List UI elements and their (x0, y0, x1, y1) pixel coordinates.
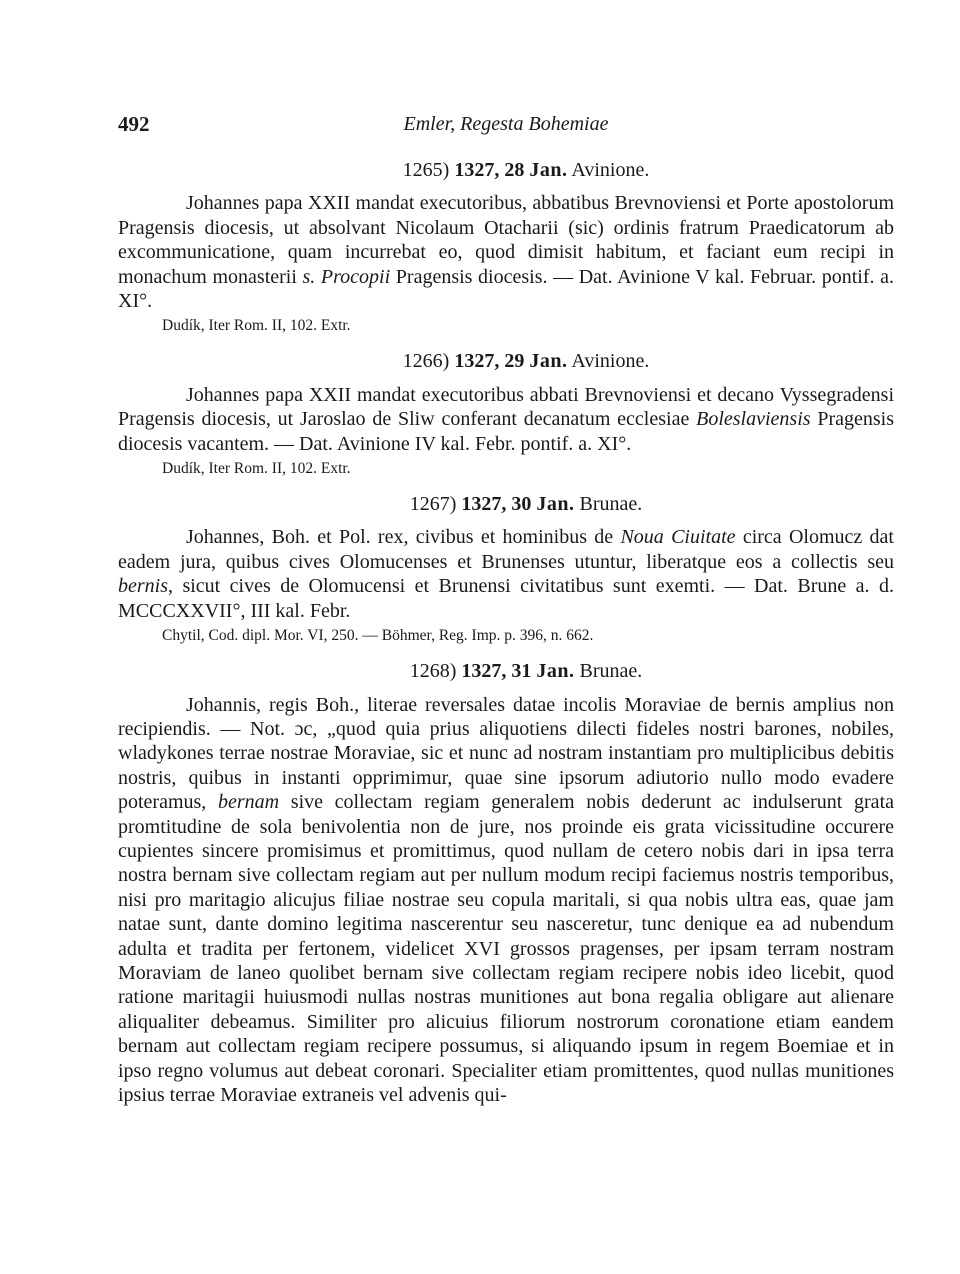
entry-place: Avinione. (571, 159, 650, 181)
entry-number: 1268) (409, 660, 457, 683)
text-segment: Johannes papa XXII mandat executoribus, abbatibus Brevnoviensi et Porte apostolorum Pragensis diocesis, ut absolvant Nicolaum Otacharii (sic) ordinis fratrum Praedicatorum ab excommunicatione, quam incurrebat eo, quod dimisit habitum, et faciant eum recipi in monachum monasterii (118, 192, 894, 288)
entry-heading (118, 492, 894, 516)
entry-number: 1265) (402, 159, 450, 181)
entry-date: 1327, 31 (461, 660, 532, 683)
entry-month: Jan. (529, 159, 568, 181)
entry-source: Dudík, Iter Rom. II, 102. Extr. (162, 317, 351, 335)
entry-month: Jan. (536, 660, 575, 683)
entry-date: 1327, 29 (454, 350, 525, 373)
entry-number: 1267) (409, 493, 457, 516)
entry-source: Dudík, Iter Rom. II, 102. Extr. (162, 460, 351, 478)
text-italic-segment: bernis (118, 575, 168, 598)
text-segment: Pragensis diocesis. — Dat. Avinione V kal. Februar. pontif. a. XI°. (118, 265, 895, 313)
text-segment: , sicut cives de Olomucensi et Brunensi civitatibus sunt exemti. — Dat. Brune a. d. MCCCXXVII°, III kal. Febr. (118, 575, 894, 622)
text-segment: Johannis, regis Boh., literae reversales datae incolis Moraviae de bernis amplius non recipiendis. — Not. ɔc, „quod quia prius aliquotiens dilecti fideles nostri barones, nobiles, wladykones terrae nostrae Moraviae, sic et nunc ad nostram instantiam pro multiplicibus debitis nostris, quibus in instanti opprimimur, quae sine ipsorum adiutorio nullo modo evadere poteramus, (118, 693, 894, 814)
entry-heading (118, 158, 894, 182)
text-italic-segment: Noua Ciuitate (620, 526, 736, 549)
entry-date: 1327, 28 (454, 159, 525, 181)
regest-entry-1267 (118, 492, 894, 647)
page-number: 492 (118, 112, 150, 136)
entry-text (118, 525, 894, 623)
running-head (118, 112, 894, 142)
text-segment: Pragensis diocesis vacantem. — Dat. Avinione IV kal. Febr. pontif. a. XI°. (118, 408, 894, 455)
entry-text (118, 693, 894, 1108)
text-segment: sive collectam regiam generalem nobis dederunt ac indulserunt grata promtitudine de sola benivolentia non de jure, nos proinde eis grata vicissitudine occurere cupientes sincere promisimus et promittimus, quod nullam de cetero nobis dari in ipsa terra nostra bernam sive collectam regiam aut per nullum modum recipi faciemus nostris temporibus, nisi pro maritagio alicujus filiae nostrae seu copula maritali, si qua nobis ultra eas, quae jam natae sunt, dante domino legitima nascerentur seu nasceretur, tunc denique ea ad nubendum adulta et tradita per fertonem, videlicet XVI grossos pragenses, per ipsam terram nostram Moraviam de laneo quolibet bernam sive collectam regiam recipere nobis ideo licebit, quod ratione maritagii huiusmodi nullas nostras munitiones aut bona regalia obligare aut alienare aliqualiter debeamus. Similiter pro alicuius filiorum nostrorum coronatione etiam eandem bernam aut collectam regiam recipere possumus, si aliquando ipsum in regem Boemiae et in ipso regno volumus aut debeat coronari. Specialiter etiam promittentes, quod nullas munitiones ipsius terrae Moraviae extraneis vel advenis qui- (118, 791, 894, 1106)
entry-text (118, 191, 894, 313)
text-segment: Johannes, Boh. et Pol. rex, civibus et hominibus de (186, 526, 621, 549)
text-segment: circa Olomucz dat eadem jura, quibus cives Olomucenses et Brunenses utuntur, liberatque eos a collectis seu (118, 526, 894, 573)
entry-place: Brunae. (579, 493, 643, 516)
entry-month: Jan. (529, 350, 568, 373)
entry-date: 1327, 30 (461, 493, 532, 516)
text-italic-segment: s. Procopii (302, 265, 391, 288)
regest-entry-1265 (118, 158, 894, 337)
entry-number: 1266) (402, 350, 450, 373)
regest-entry-1268 (118, 659, 894, 1107)
header-title: Emler, Regesta Bohemiae (403, 113, 609, 135)
regest-entry-1266 (118, 349, 894, 480)
entry-text (118, 383, 894, 456)
document-body (118, 150, 894, 1107)
entry-heading (118, 659, 894, 683)
entry-source: Chytil, Cod. dipl. Mor. VI, 250. — Böhmer, Reg. Imp. p. 396, n. 662. (162, 627, 594, 645)
entry-heading (118, 349, 894, 373)
text-italic-segment: bernam (218, 791, 280, 814)
entry-place: Avinione. (571, 350, 650, 373)
text-italic-segment: Boleslaviensis (696, 408, 811, 431)
entry-month: Jan. (536, 493, 575, 516)
text-segment: Johannes papa XXII mandat executoribus abbati Brevnoviensi et decano Vyssegradensi Pragensis diocesis, ut Jaroslao de Sliw conferant decanatum ecclesiae (118, 383, 894, 431)
entry-place: Brunae. (579, 660, 643, 683)
